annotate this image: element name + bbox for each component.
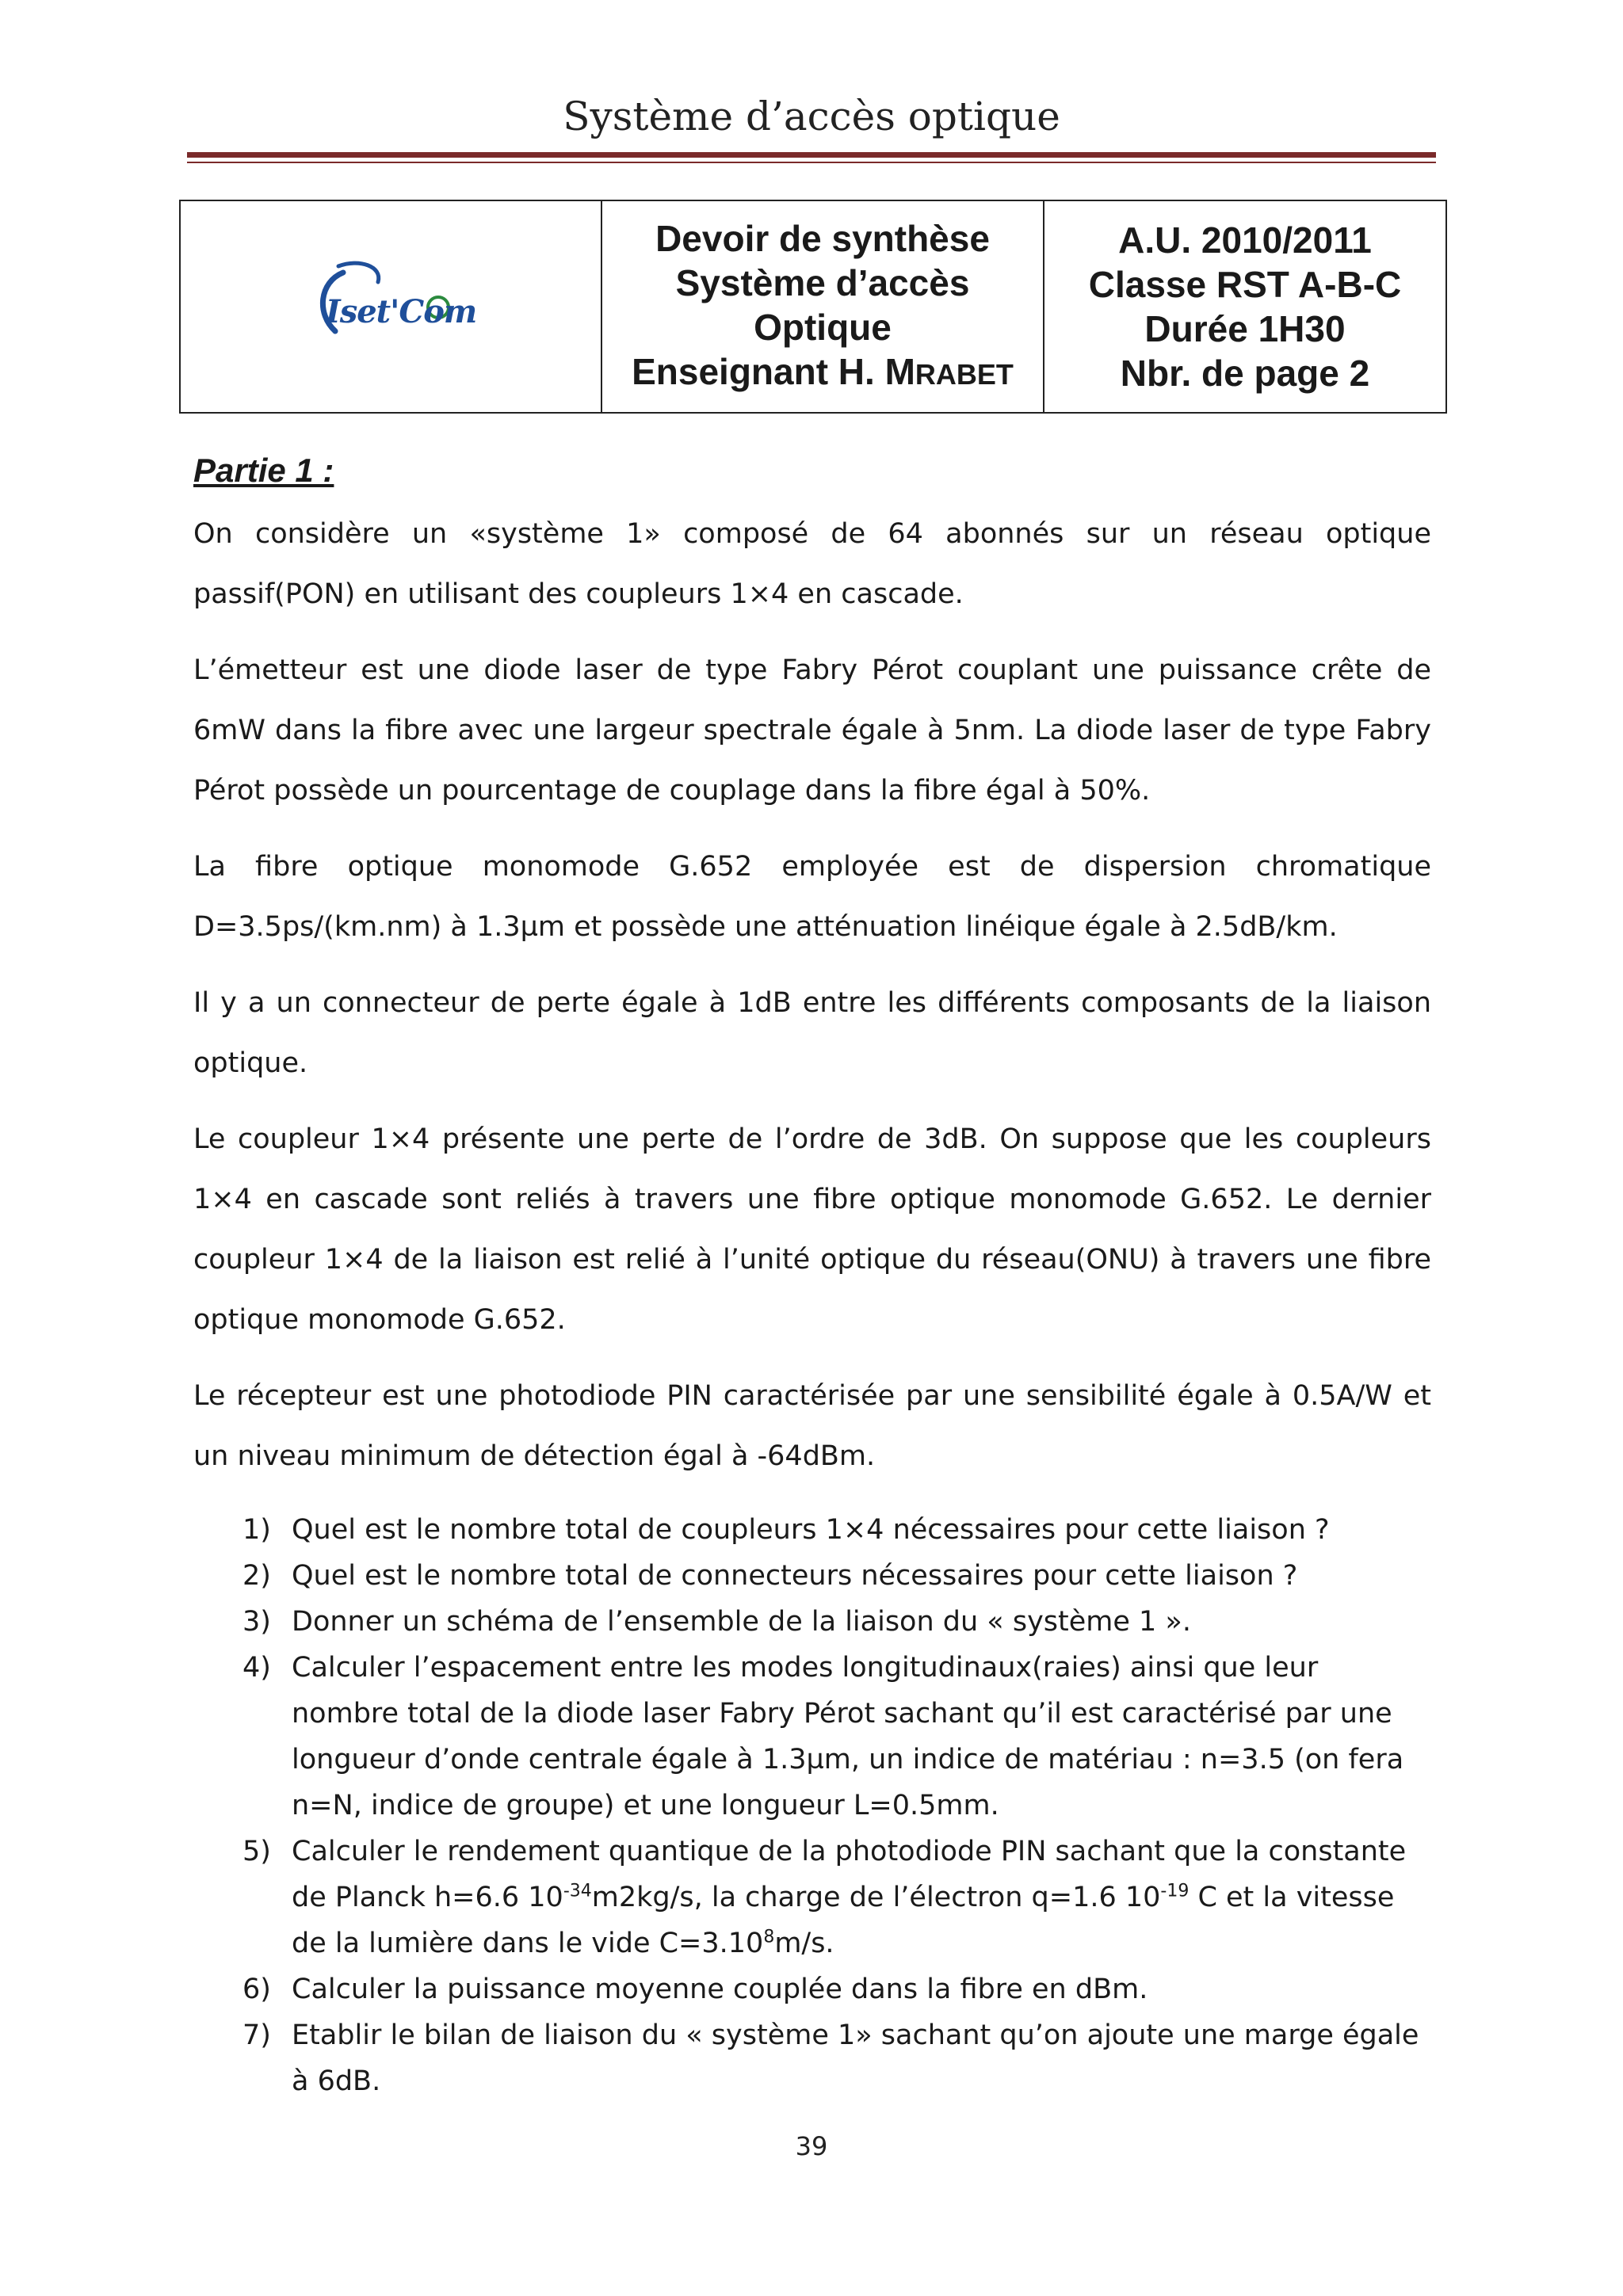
paragraph-emitter: L’émetteur est une diode laser de type Fabry Pérot couplant une puissance crête de 6mW dans la fibre avec une largeur spectrale égale à 5nm. La diode laser de type Fabry Pérot possède un pourcentage de couplage dans la fibre égal à 50%. xyxy=(193,654,1431,807)
part-title: Partie 1 : xyxy=(193,452,334,489)
academic-year: A.U. 2010/2011 xyxy=(1118,219,1372,261)
page-count: Nbr. de page 2 xyxy=(1120,353,1370,394)
question-item: 1) Quel est le nombre total de coupleurs 1×4 nécessaires pour cette liaison ? xyxy=(242,1514,1330,1546)
question-item: 6) Calculer la puissance moyenne couplée dans la fibre en dBm. xyxy=(242,1974,1148,2005)
page-number: 39 xyxy=(795,2131,828,2161)
paragraph-coupler: Le coupleur 1×4 présente une perte de l’ordre de 3dB. On suppose que les coupleurs 1×4 en cascade sont reliés à travers une fibre optique monomode G.652. Le dernier coupleur 1×4 de la liaison est relié à l’unité optique du réseau(ONU) à travers une fibre optique monomode G.652. xyxy=(193,1123,1431,1336)
exam-info-cell xyxy=(1044,200,1446,413)
paragraph-receiver: Le récepteur est une photodiode PIN caractérisée par une sensibilité égale à 0.5A/W et un niveau minimum de détection égal à -64dBm. xyxy=(193,1380,1431,1472)
logo-cell xyxy=(180,200,601,413)
logo-text: Iset'Com xyxy=(326,293,477,330)
question-item: 4) Calculer l’espacement entre les modes longitudinaux(raies) ainsi que leur nombre total de la diode laser Fabry Pérot sachant qu’il est caractérisé par une longueur d’onde centrale égale à 1.3µm, un indice de matériau : n=3.5 (on fera n=N, indice de groupe) et une longueur L=0.5mm. xyxy=(242,1652,1404,1821)
header-table xyxy=(179,200,1447,414)
header-rule-thin xyxy=(187,162,1436,163)
class-name: Classe RST A-B-C xyxy=(1088,264,1402,305)
paragraph-fiber: La fibre optique monomode G.652 employée est de dispersion chromatique D=3.5ps/(km.nm) à 1.3µm et possède une atténuation linéique égale à 2.5dB/km. xyxy=(193,851,1431,943)
paragraph-system: On considère un «système 1» composé de 64 abonnés sur un réseau optique passif(PON) en utilisant des coupleurs 1×4 en cascade. xyxy=(193,518,1431,610)
teacher-name: Enseignant H. MRABET xyxy=(632,351,1014,392)
question-list xyxy=(193,1507,1431,2104)
exam-title-cell xyxy=(601,200,1044,413)
isetcom-logo xyxy=(311,258,477,345)
question-item: 2) Quel est le nombre total de connecteurs nécessaires pour cette liaison ? xyxy=(242,1560,1298,1592)
question-item: 3) Donner un schéma de l’ensemble de la liaison du « système 1 ». xyxy=(242,1606,1191,1638)
paragraph-connector: Il y a un connecteur de perte égale à 1dB entre les différents composants de la liaison optique. xyxy=(193,987,1431,1079)
running-title: Système d’accès optique xyxy=(563,93,1060,139)
course-name-1: Système d’accès xyxy=(675,262,970,303)
duration: Durée 1H30 xyxy=(1144,308,1346,349)
exam-content xyxy=(193,448,1431,2104)
course-name-2: Optique xyxy=(754,307,892,348)
header-rule xyxy=(187,152,1436,158)
question-item: 5) Calculer le rendement quantique de la photodiode PIN sachant que la constante de Planck h=6.6 $10^{-34}m2kg/s$, la charge de l’électron q=1.6 $10^{-19}$ C et la vitesse de la lumière dans le vide $C=3.10^8m/s$. xyxy=(242,1836,1407,1959)
exam-type: Devoir de synthèse xyxy=(655,218,990,259)
question-item: 7) Etablir le bilan de liaison du « système 1» sachant qu’on ajoute une marge égale à 6dB. xyxy=(242,2019,1419,2097)
